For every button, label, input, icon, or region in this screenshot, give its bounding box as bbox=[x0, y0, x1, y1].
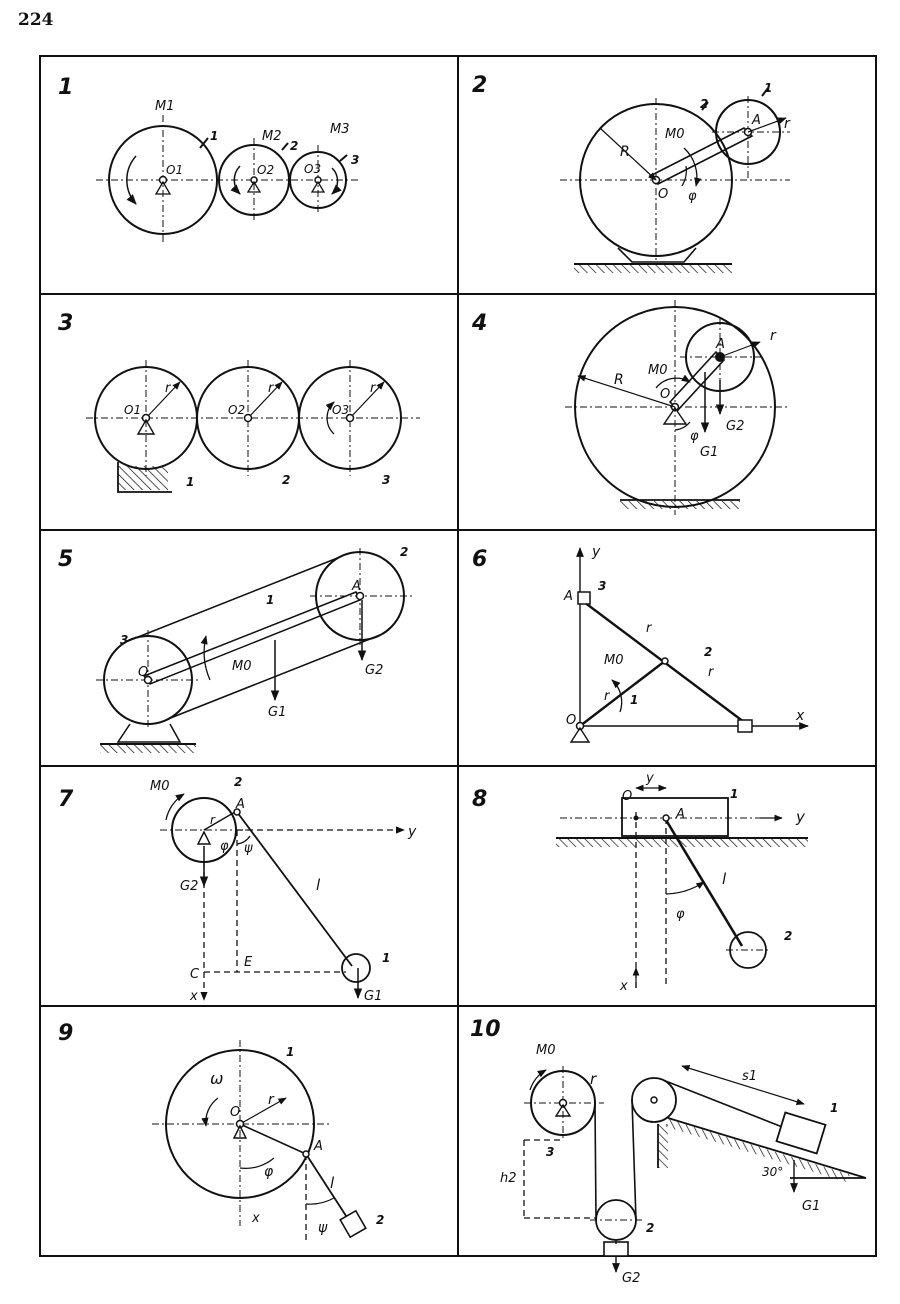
panel-5 bbox=[58, 545, 412, 753]
label-h2: h2 bbox=[500, 1171, 517, 1186]
label-l: l bbox=[330, 1174, 335, 1192]
label-l: l bbox=[316, 876, 321, 894]
label-r-1: r bbox=[604, 689, 610, 704]
label-G1: G1 bbox=[802, 1199, 821, 1214]
label-l: l bbox=[722, 870, 727, 888]
label-body-3: 3 bbox=[382, 473, 391, 487]
label-O2: O2 bbox=[228, 403, 246, 417]
label-r: r bbox=[784, 116, 790, 132]
panel-number-2: 2 bbox=[472, 73, 488, 98]
label-body-3: 3 bbox=[120, 633, 129, 647]
label-O: O bbox=[660, 387, 671, 402]
panel-number-4: 4 bbox=[472, 311, 488, 336]
label-A: A bbox=[236, 797, 245, 812]
label-O: O bbox=[138, 665, 149, 680]
label-M1: M1 bbox=[155, 99, 175, 114]
label-r: r bbox=[770, 328, 776, 344]
label-body-1: 1 bbox=[186, 475, 195, 489]
panel-7 bbox=[58, 775, 417, 1004]
panel-8 bbox=[472, 771, 808, 994]
label-body-2: 2 bbox=[700, 97, 709, 111]
panel-3 bbox=[58, 311, 420, 492]
label-G2: G2 bbox=[622, 1271, 641, 1286]
label-omega: ω bbox=[210, 1069, 224, 1088]
label-r: r bbox=[210, 813, 215, 827]
panel-1 bbox=[58, 75, 360, 245]
panel-number-1: 1 bbox=[58, 75, 74, 100]
panel-number-5: 5 bbox=[58, 547, 74, 572]
mass-1 bbox=[342, 954, 370, 982]
page-number: 224 bbox=[18, 10, 54, 30]
label-y: y bbox=[408, 824, 417, 840]
panel-number-10: 10 bbox=[470, 1017, 501, 1042]
label-angle: 30° bbox=[762, 1165, 784, 1179]
label-O: O bbox=[658, 187, 669, 202]
label-A: A bbox=[752, 113, 761, 128]
label-M0: M0 bbox=[665, 127, 685, 142]
label-M0: M0 bbox=[232, 659, 252, 674]
label-O2: O2 bbox=[257, 163, 275, 177]
label-body-1: 1 bbox=[730, 787, 739, 801]
label-body-2: 2 bbox=[234, 775, 243, 789]
label-C: C bbox=[190, 967, 200, 982]
label-R: R bbox=[620, 144, 630, 160]
label-body-1: 1 bbox=[210, 129, 219, 143]
label-body-2: 2 bbox=[704, 645, 713, 659]
label-M0: M0 bbox=[536, 1043, 556, 1058]
label-psi: ψ bbox=[244, 841, 253, 856]
label-body-1: 1 bbox=[286, 1045, 295, 1059]
label-x: x bbox=[796, 708, 805, 724]
label-body-1: 1 bbox=[830, 1101, 839, 1115]
panel-6 bbox=[472, 544, 808, 742]
label-body-1: 1 bbox=[266, 593, 275, 607]
label-O: O bbox=[230, 1105, 241, 1120]
label-A: A bbox=[676, 807, 685, 822]
label-E: E bbox=[244, 955, 253, 970]
label-O1: O1 bbox=[124, 403, 142, 417]
label-body-2: 2 bbox=[784, 929, 793, 943]
label-s1: s1 bbox=[742, 1069, 758, 1084]
label-M3: M3 bbox=[330, 122, 350, 137]
label-O: O bbox=[566, 713, 577, 728]
label-body-3: 3 bbox=[351, 153, 360, 167]
load-2 bbox=[604, 1242, 628, 1256]
panel-2 bbox=[472, 73, 791, 273]
label-M0: M0 bbox=[150, 779, 170, 794]
panel-4 bbox=[471, 300, 790, 515]
label-r-3: r bbox=[708, 665, 714, 680]
label-G1: G1 bbox=[268, 705, 287, 720]
load-2 bbox=[340, 1211, 366, 1237]
label-M0: M0 bbox=[648, 363, 668, 378]
label-O3: O3 bbox=[332, 403, 350, 417]
label-body-1: 1 bbox=[382, 951, 391, 965]
label-x: x bbox=[620, 979, 628, 994]
label-A: A bbox=[716, 337, 725, 352]
label-body-2: 2 bbox=[646, 1221, 655, 1235]
label-O3: O3 bbox=[304, 162, 322, 176]
label-phi: φ bbox=[690, 429, 699, 444]
label-body-2: 2 bbox=[400, 545, 409, 559]
gear-3 bbox=[290, 145, 346, 215]
label-body-3: 3 bbox=[598, 579, 607, 593]
label-O: O bbox=[622, 789, 633, 804]
label-x: x bbox=[190, 989, 198, 1004]
label-R: R bbox=[614, 372, 624, 388]
label-O1: O1 bbox=[166, 163, 184, 177]
panel-number-3: 3 bbox=[58, 311, 74, 336]
label-y-axis: y bbox=[796, 808, 805, 826]
panel-number-7: 7 bbox=[58, 787, 74, 812]
label-G2: G2 bbox=[365, 663, 384, 678]
panel-number-8: 8 bbox=[472, 787, 488, 812]
label-A: A bbox=[352, 579, 361, 594]
label-r: r bbox=[268, 1092, 274, 1108]
label-r-1: r bbox=[165, 381, 171, 396]
label-body-2: 2 bbox=[376, 1213, 385, 1227]
label-body-2: 2 bbox=[290, 139, 299, 153]
label-body-3: 3 bbox=[546, 1145, 555, 1159]
panel-9 bbox=[58, 1021, 384, 1240]
label-G2: G2 bbox=[180, 879, 199, 894]
label-phi: φ bbox=[688, 189, 697, 204]
panel-number-6: 6 bbox=[472, 547, 488, 572]
block-1 bbox=[777, 1113, 826, 1154]
label-r-2: r bbox=[268, 381, 274, 396]
label-phi: φ bbox=[220, 839, 229, 854]
label-A: A bbox=[314, 1139, 323, 1154]
label-body-2: 2 bbox=[282, 473, 291, 487]
panel-10 bbox=[470, 1017, 866, 1286]
label-y: y bbox=[592, 544, 601, 560]
label-x: x bbox=[252, 1211, 260, 1226]
label-r: r bbox=[590, 1070, 597, 1088]
label-M2: M2 bbox=[262, 129, 282, 144]
label-M0: M0 bbox=[604, 653, 624, 668]
label-A: A bbox=[564, 589, 573, 604]
label-phi: φ bbox=[676, 907, 685, 922]
label-G2: G2 bbox=[726, 419, 745, 434]
label-body-1: 1 bbox=[630, 693, 639, 707]
label-r-2: r bbox=[646, 621, 652, 636]
label-body-1: 1 bbox=[764, 81, 773, 95]
label-r-3: r bbox=[370, 381, 376, 396]
label-phi: φ bbox=[264, 1164, 274, 1180]
label-G1: G1 bbox=[364, 989, 383, 1004]
gear-1 bbox=[109, 115, 217, 245]
label-y-top: y bbox=[646, 771, 654, 786]
label-G1: G1 bbox=[700, 445, 719, 460]
label-psi: ψ bbox=[318, 1220, 328, 1236]
panel-number-9: 9 bbox=[58, 1021, 74, 1046]
